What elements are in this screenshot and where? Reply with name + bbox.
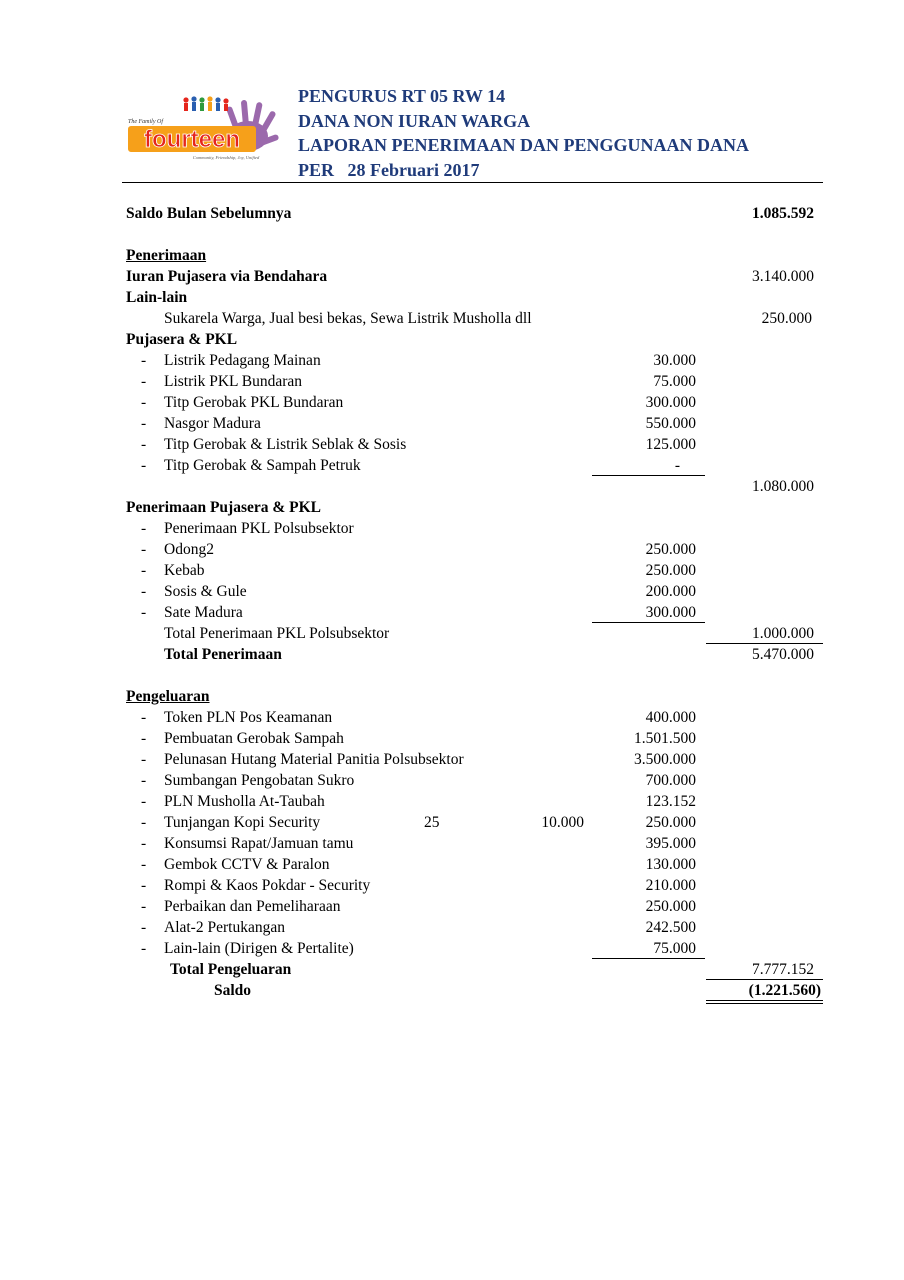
- people-icon: [183, 96, 228, 111]
- item-value: 400.000: [645, 709, 696, 726]
- dash: -: [141, 436, 147, 453]
- item-label: Titp Gerobak & Sampah Petruk: [164, 457, 361, 474]
- item-label: Sumbangan Pengobatan Sukro: [164, 772, 355, 789]
- row-lain-heading: [0, 287, 904, 308]
- dash: -: [141, 814, 147, 831]
- item-value: 75.000: [653, 940, 696, 957]
- dash: -: [141, 541, 147, 558]
- row-lain-item: [0, 308, 904, 329]
- dash: -: [141, 919, 147, 936]
- total-penerimaan-label: Total Penerimaan: [164, 646, 282, 663]
- pkl-heading: Pujasera & PKL: [126, 331, 238, 348]
- table-row: [0, 581, 904, 602]
- saldo-sebelumnya-label: Saldo Bulan Sebelumnya: [126, 205, 292, 222]
- double-underline-top: [706, 1000, 823, 1001]
- polsub-total-value: 1.000.000: [752, 625, 814, 642]
- iuran-value: 3.140.000: [752, 268, 814, 285]
- dash: -: [141, 562, 147, 579]
- item-label: Tunjangan Kopi Security: [164, 814, 321, 831]
- item-label: Konsumsi Rapat/Jamuan tamu: [164, 835, 354, 852]
- table-row: [0, 854, 904, 875]
- dash: -: [141, 415, 147, 432]
- dash: -: [141, 835, 147, 852]
- dash: -: [141, 877, 147, 894]
- item-qty: 25: [424, 814, 440, 831]
- row-saldo: [0, 980, 904, 1001]
- report-header: [298, 84, 749, 182]
- item-value: 250.000: [645, 562, 696, 579]
- pkl-total-value: 1.080.000: [752, 478, 814, 495]
- item-label: Sate Madura: [164, 604, 243, 621]
- header-line-3: LAPORAN PENERIMAAN DAN PENGGUNAAN DANA: [298, 135, 749, 155]
- dash: -: [141, 604, 147, 621]
- saldo-label: Saldo: [214, 982, 252, 999]
- row-polsub-heading: [0, 497, 904, 518]
- polsub-sub-label: Penerimaan PKL Polsubsektor: [164, 520, 354, 537]
- item-label: Odong2: [164, 541, 214, 558]
- header-divider: [122, 182, 823, 183]
- logo-small-text: The Family Of: [128, 119, 163, 125]
- header-line-1: PENGURUS RT 05 RW 14: [298, 86, 506, 106]
- polsub-heading: Penerimaan Pujasera & PKL: [126, 499, 322, 516]
- item-value: -: [674, 457, 680, 474]
- item-label: Nasgor Madura: [164, 415, 261, 432]
- dash: -: [141, 793, 147, 810]
- item-label: Titp Gerobak PKL Bundaran: [164, 394, 344, 411]
- table-row: [0, 770, 904, 791]
- item-value: 250.000: [645, 814, 696, 831]
- item-label: Pelunasan Hutang Material Panitia Polsubsektor: [164, 751, 464, 768]
- dash: -: [141, 394, 147, 411]
- table-row: [0, 392, 904, 413]
- item-label: Lain-lain (Dirigen & Pertalite): [164, 940, 354, 957]
- item-label: Listrik PKL Bundaran: [164, 373, 303, 390]
- item-label: Token PLN Pos Keamanan: [164, 709, 333, 726]
- item-label: Titp Gerobak & Listrik Seblak & Sosis: [164, 436, 407, 453]
- logo-tagline: Community, Friendship, Joy, Unified: [192, 155, 260, 160]
- item-value: 123.152: [645, 793, 696, 810]
- table-row: [0, 539, 904, 560]
- table-row: [0, 434, 904, 455]
- dash: -: [141, 772, 147, 789]
- dash: -: [141, 520, 147, 537]
- item-value: 75.000: [653, 373, 696, 390]
- table-row: [0, 560, 904, 581]
- table-row: [0, 875, 904, 896]
- header-line-4: PER 28 Februari 2017: [298, 159, 480, 180]
- total-pengeluaran-value: 7.777.152: [752, 961, 814, 978]
- table-row: [0, 371, 904, 392]
- table-row: [0, 938, 904, 959]
- row-polsub-sub: [0, 518, 904, 539]
- item-label: Gembok CCTV & Paralon: [164, 856, 330, 873]
- row-iuran: [0, 266, 904, 287]
- row-total-penerimaan: [0, 644, 904, 665]
- item-value: 250.000: [645, 541, 696, 558]
- fourteen-logo: [126, 96, 294, 162]
- table-row: [0, 812, 904, 833]
- item-value: 1.501.500: [634, 730, 696, 747]
- table-row: [0, 749, 904, 770]
- item-value: 125.000: [645, 436, 696, 453]
- item-label: Alat-2 Pertukangan: [164, 919, 285, 936]
- item-label: Rompi & Kaos Pokdar - Security: [164, 877, 371, 894]
- logo-main-text: fourteen: [144, 126, 240, 153]
- row-pkl-total: [0, 476, 904, 497]
- pengeluaran-heading: Pengeluaran: [126, 688, 210, 705]
- dash: -: [141, 352, 147, 369]
- dash: -: [141, 940, 147, 957]
- item-value: 700.000: [645, 772, 696, 789]
- row-pkl-heading: [0, 329, 904, 350]
- lain-heading: Lain-lain: [126, 289, 188, 306]
- item-rate: 10.000: [541, 814, 584, 831]
- row-total-pengeluaran: [0, 959, 904, 980]
- item-label: Sosis & Gule: [164, 583, 247, 600]
- table-row: [0, 413, 904, 434]
- total-penerimaan-value: 5.470.000: [752, 646, 814, 663]
- table-row: [0, 707, 904, 728]
- table-row: [0, 833, 904, 854]
- row-penerimaan-heading: [0, 245, 904, 266]
- row-pengeluaran-heading: [0, 686, 904, 707]
- dash: -: [141, 898, 147, 915]
- table-row: [0, 791, 904, 812]
- iuran-label: Iuran Pujasera via Bendahara: [126, 268, 328, 285]
- dash: -: [141, 373, 147, 390]
- table-row: [0, 728, 904, 749]
- item-label: Listrik Pedagang Mainan: [164, 352, 321, 369]
- item-label: Pembuatan Gerobak Sampah: [164, 730, 344, 747]
- item-label: PLN Musholla At-Taubah: [164, 793, 325, 810]
- item-value: 550.000: [645, 415, 696, 432]
- row-saldo-sebelumnya: [0, 203, 904, 224]
- item-value: 300.000: [645, 604, 696, 621]
- table-row: [0, 917, 904, 938]
- item-value: 395.000: [645, 835, 696, 852]
- polsub-total-label: Total Penerimaan PKL Polsubsektor: [164, 625, 390, 642]
- header-line-2: DANA NON IURAN WARGA: [298, 110, 531, 131]
- dash: -: [141, 457, 147, 474]
- item-value: 200.000: [645, 583, 696, 600]
- item-value: 250.000: [645, 898, 696, 915]
- item-value: 3.500.000: [634, 751, 696, 768]
- table-row: [0, 602, 904, 623]
- total-pengeluaran-label: Total Pengeluaran: [170, 961, 292, 978]
- table-row: [0, 455, 904, 476]
- dash: -: [141, 709, 147, 726]
- item-value: 210.000: [645, 877, 696, 894]
- saldo-value: (1.221.560): [748, 982, 821, 999]
- dash: -: [141, 856, 147, 873]
- lain-item-value: 250.000: [761, 310, 812, 327]
- item-value: 242.500: [645, 919, 696, 936]
- table-row: [0, 350, 904, 371]
- item-value: 30.000: [653, 352, 696, 369]
- item-label: Perbaikan dan Pemeliharaan: [164, 898, 341, 915]
- table-row: [0, 896, 904, 917]
- double-underline-bottom: [706, 1003, 823, 1004]
- item-value: 130.000: [645, 856, 696, 873]
- dash: -: [141, 583, 147, 600]
- saldo-sebelumnya-value: 1.085.592: [752, 205, 814, 222]
- lain-item-label: Sukarela Warga, Jual besi bekas, Sewa Listrik Musholla dll: [164, 310, 532, 327]
- dash: -: [141, 730, 147, 747]
- item-label: Kebab: [164, 562, 205, 579]
- dash: -: [141, 751, 147, 768]
- penerimaan-heading: Penerimaan: [126, 247, 207, 264]
- item-value: 300.000: [645, 394, 696, 411]
- row-polsub-total: [0, 623, 904, 644]
